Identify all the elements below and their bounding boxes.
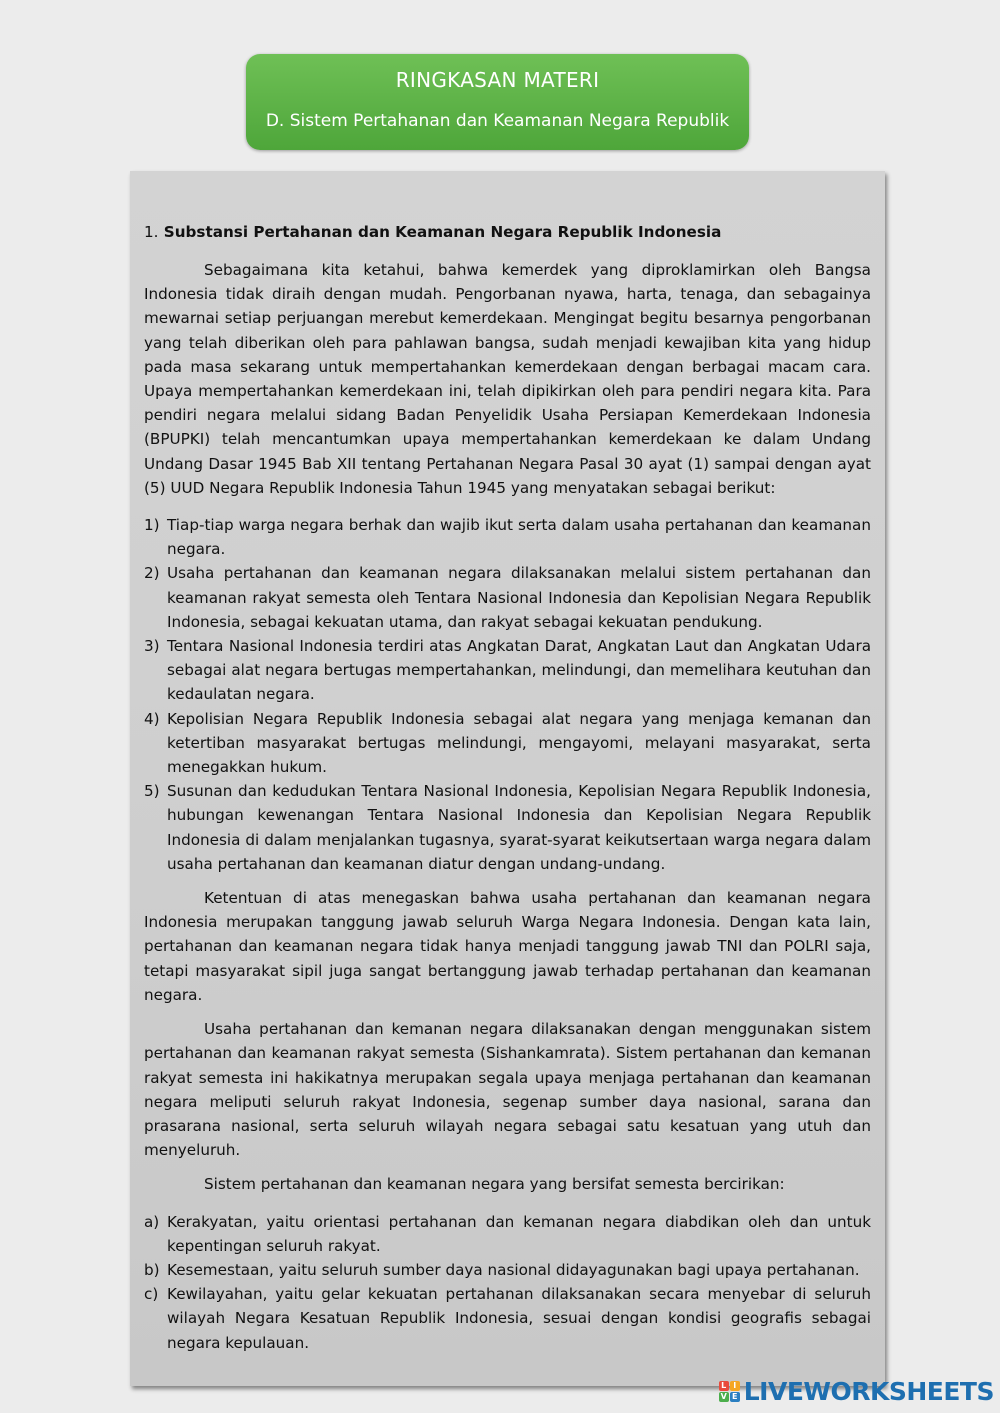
liveworksheets-logo[interactable] [719, 1375, 994, 1407]
section-number: 1. [144, 223, 159, 241]
list-item [144, 634, 871, 707]
badge-letter: I [730, 1381, 740, 1391]
list-marker: 2) [144, 564, 160, 583]
badge-letter: V [720, 1391, 727, 1401]
title-banner [246, 54, 749, 150]
section-heading [144, 220, 871, 244]
list-item [144, 1258, 871, 1282]
list-item [144, 513, 871, 561]
intro-paragraph: Sebagaimana kita ketahui, bahwa kemerdek yang diproklamirkan oleh Bangsa Indonesia tidak diraih dengan mudah. Pengorbanan nyawa, harta, tenaga, dan sebagainya mewarnai setiap perjuangan merebut kemerdekaan. Mengingat begitu besarnya pengorbanan yang telah diberikan oleh para pahlawan bangsa, sudah menjadi kewajiban kita yang hidup pada masa sekarang untuk mempertahankan kemerdekaan dengan berbagai macam cara. Upaya mempertahankan kemerdekaan ini, telah dipikirkan oleh para pendiri negara kita. Para pendiri negara melalui sidang Badan Penyelidik Usaha Persiapan Kemerdekaan Indonesia (BPUPKI) telah mencantumkan upaya mempertahankan kemerdekaan ke dalam Undang Undang Dasar 1945 Bab XII tentang Pertahanan Negara Pasal 30 ayat (1) sampai dengan ayat (5) UUD Negara Republik Indonesia Tahun 1945 yang menyatakan sebagai berikut: [144, 261, 871, 497]
list-marker: c) [144, 1285, 159, 1304]
list-marker: 5) [144, 782, 160, 801]
list-item-text: Kepolisian Negara Republik Indonesia sebagai alat negara yang menjaga kemanan dan ketertiban masyarakat bertugas melindungi, mengayomi, melayani masyarakat, serta menegakkan hukum. [167, 709, 871, 777]
list-item [144, 561, 871, 634]
list-item-text: Usaha pertahanan dan keamanan negara dilaksanakan melalui sistem pertahanan dan keamanan rakyat semesta oleh Tentara Nasional Indonesia dan Kepolisian Negara Republik Indonesia, sebagai kekuatan utama, dan rakyat sebagai kekuatan pendukung. [167, 564, 871, 631]
list-item-text: Tiap-tiap warga negara berhak dan wajib ikut serta dalam usaha pertahanan dan keamanan negara. [167, 516, 871, 559]
list-item-text: Kesemestaan, yaitu seluruh sumber daya nasional didayagunakan bagi upaya pertahanan. [167, 1260, 860, 1279]
list-item-text: Susunan dan kedudukan Tentara Nasional Indonesia, Kepolisian Negara Republik Indonesia, hubungan kewenangan Tentara Nasional Indonesia dan Kepolisian Negara Republik Indonesia di dalam menjalankan tugasnya, syarat-syarat keikutsertaan warga negara dalam usaha pertahanan dan keamanan diatur dengan undang-undang. [167, 782, 871, 873]
logo-text: LIVEWORKSHEETS [743, 1376, 994, 1406]
ciri-intro-paragraph: Sistem pertahanan dan keamanan negara yang bersifat semesta bercirikan: [204, 1175, 785, 1194]
list-marker: 3) [144, 637, 160, 656]
list-marker: 1) [144, 516, 160, 535]
list-item [144, 779, 871, 876]
badge-letter: L [719, 1381, 729, 1391]
list-item [144, 1210, 871, 1258]
section-heading-text: Substansi Pertahanan dan Keamanan Negara Republik Indonesia [163, 223, 722, 241]
article-list [144, 513, 871, 876]
list-item-text: Kerakyatan, yaitu orientasi pertahanan dan kemanan negara diabdikan oleh dan untuk kepentingan seluruh rakyat. [167, 1212, 871, 1255]
list-item-text: Tentara Nasional Indonesia terdiri atas Angkatan Darat, Angkatan Laut dan Angkatan Udara sebagai alat negara bertugas mempertahankan, melindungi, dan memelihara keutuhan dan kedaulatan negara. [167, 637, 871, 704]
list-marker: 4) [144, 709, 160, 728]
characteristics-list [144, 1210, 871, 1355]
list-marker: a) [144, 1212, 160, 1231]
content-body [144, 220, 871, 1355]
banner-title: RINGKASAN MATERI [395, 68, 600, 92]
content-panel [130, 171, 885, 1386]
live-badge-icon [719, 1381, 740, 1402]
badge-letter: E [730, 1392, 740, 1402]
list-item [144, 707, 871, 780]
list-item [144, 1282, 871, 1355]
banner-subtitle: D. Sistem Pertahanan dan Keamanan Negara Republik [265, 111, 730, 131]
list-marker: b) [144, 1260, 160, 1279]
ketentuan-paragraph: Ketentuan di atas menegaskan bahwa usaha pertahanan dan keamanan negara Indonesia merupakan tanggung jawab seluruh Warga Negara Indonesia. Dengan kata lain, pertahanan dan keamanan negara tidak hanya menjadi tanggung jawab TNI dan POLRI saja, tetapi masyarakat sipil juga sangat bertanggung jawab terhadap pertahanan dan keamanan negara. [144, 889, 871, 1004]
sishankamrata-paragraph: Usaha pertahanan dan kemanan negara dilaksanakan dengan menggunakan sistem pertahanan dan keamanan rakyat semesta (Sishankamrata). Sistem pertahanan dan kemanan rakyat semesta ini hakikatnya merupakan segala upaya menjaga pertahanan dan keamanan negara meliputi seluruh rakyat Indonesia, segenap sumber daya nasional, sarana dan prasarana nasional, serta seluruh wilayah negara sebagai satu kesatuan yang utuh dan menyeluruh. [144, 1020, 871, 1160]
list-item-text: Kewilayahan, yaitu gelar kekuatan pertahanan dilaksanakan secara menyebar di seluruh wilayah Negara Kesatuan Republik Indonesia, sesuai dengan kondisi geografis sebagai negara kepulauan. [167, 1285, 871, 1352]
